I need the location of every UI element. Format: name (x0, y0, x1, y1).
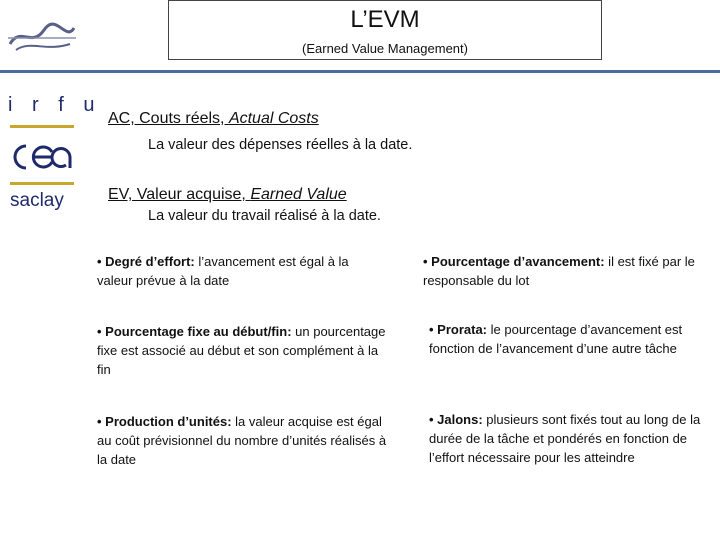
method-production-unites: • Production d’unités: la valeur acquise est égal au coût prévisionnel du nombre d’unités réalisés à la date (97, 414, 387, 467)
method-pourcentage-avancement: • Pourcentage d’avancement: il est fixé par le responsable du lot (423, 254, 695, 288)
section-text-ev: La valeur du travail réalisé à la date. (148, 208, 381, 224)
logo-bar-bottom (10, 182, 74, 185)
irfu-logo: i r f u (8, 94, 102, 116)
method-jalons: • Jalons: plusieurs sont fixés tout au long de la durée de la tâche et pondérés en fonction de l’effort nécessaire pour les atteindre (429, 412, 701, 465)
logo-bar-top (10, 125, 74, 128)
institute-logo (6, 18, 78, 54)
page-title: L’EVM (350, 6, 420, 33)
method-degre-effort: • Degré d’effort: l’avancement est égal à la valeur prévue à la date (97, 254, 349, 288)
cea-logo (8, 140, 76, 174)
section-heading-ac: AC, Couts réels, Actual Costs (108, 110, 319, 127)
section-text-ac: La valeur des dépenses réelles à la date. (148, 137, 413, 153)
section-heading-ev: EV, Valeur acquise, Earned Value (108, 186, 347, 203)
method-prorata: • Prorata: le pourcentage d’avancement est fonction de l’avancement d’une autre tâche (429, 322, 683, 356)
page-subtitle: (Earned Value Management) (302, 41, 468, 56)
title-box (168, 0, 602, 60)
method-pourcentage-fixe: • Pourcentage fixe au début/fin: un pourcentage fixe est associé au début et son complément à la fin (97, 324, 386, 377)
header-divider (0, 70, 720, 73)
saclay-logo: saclay (10, 190, 64, 211)
